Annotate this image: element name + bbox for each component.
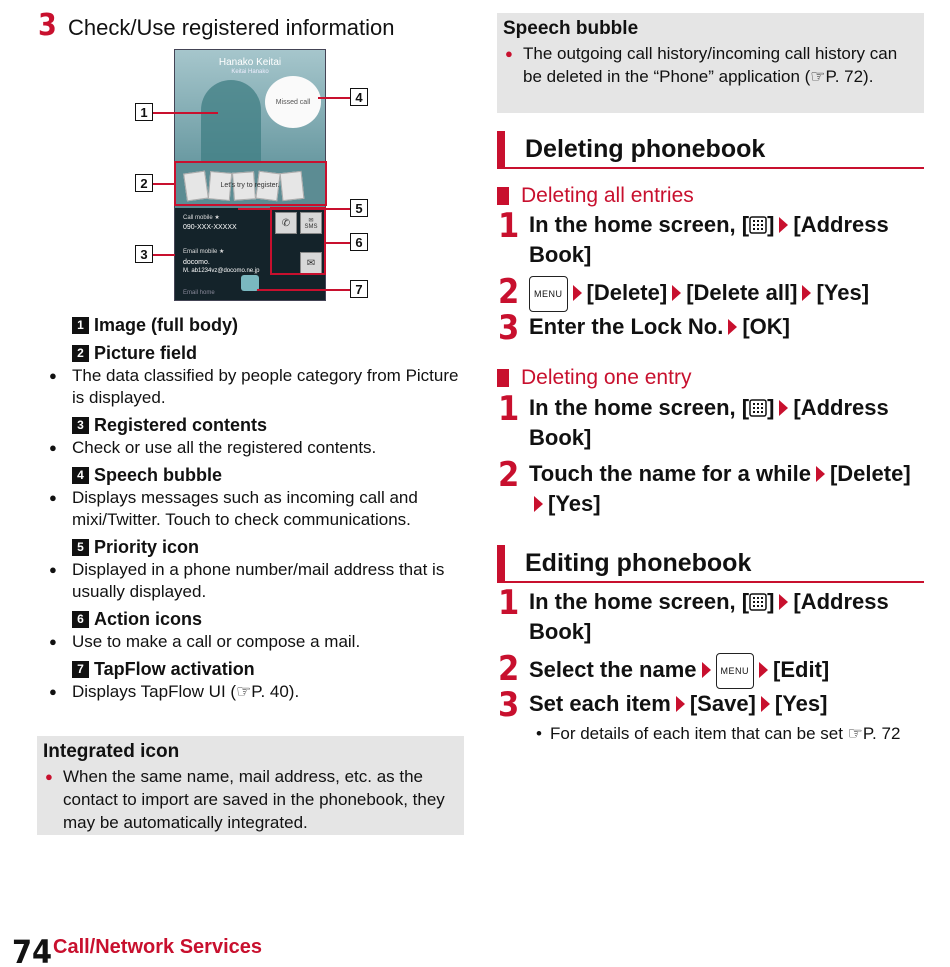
picture-field-highlight (174, 161, 327, 206)
arrow-icon (676, 696, 685, 712)
sms-icon: ✉ SMS (300, 212, 322, 234)
step-text-part: [Delete] (829, 461, 911, 486)
step-number: 2 (498, 272, 520, 312)
desc-body: ● Displayed in a phone number/mail address that is usually displayed. (25, 559, 472, 603)
desc-item-image (72, 313, 472, 337)
step-text-part: [Yes] (816, 280, 870, 305)
step-text-part: Enter the Lock No. (529, 314, 724, 339)
subsection-deleting-one (497, 364, 691, 392)
callout-2: 2 (135, 174, 153, 192)
step-text-part: [Address Book] (529, 589, 889, 644)
arrow-icon (534, 496, 543, 512)
delete-one-step-2 (498, 455, 928, 519)
num-box: 7 (72, 661, 89, 678)
step-text (529, 587, 928, 647)
num-box: 5 (72, 539, 89, 556)
step-text (529, 276, 869, 312)
sms-label: SMS (304, 223, 318, 230)
callout-5: 5 (350, 199, 368, 217)
edit-step-1 (498, 583, 928, 647)
note-body: ● When the same name, mail address, etc. as the contact to import are saved in the phonebook, they may be automatically integrated. (43, 765, 458, 834)
desc-item-action (72, 607, 472, 653)
step-number: 3 (498, 308, 520, 348)
step-text-part: In the home screen, [ (529, 589, 750, 614)
step-text-part: [Address Book] (529, 212, 889, 267)
desc-body: ● The data classified by people category from Picture is displayed. (25, 365, 472, 409)
contact-name: Hanako Keitai (218, 57, 282, 68)
call-label: Call mobile ★ (183, 215, 220, 221)
desc-item-speech-bubble (72, 463, 472, 531)
step-text-part: In the home screen, [ (529, 212, 750, 237)
footer-section-label: Call/Network Services (53, 936, 262, 958)
callout-line-4 (318, 97, 350, 99)
callout-line-3 (153, 254, 175, 256)
menu-key-icon: MENU (716, 653, 755, 689)
arrow-icon (779, 400, 788, 416)
arrow-icon (761, 696, 770, 712)
desc-head (72, 463, 472, 487)
arrow-icon (779, 594, 788, 610)
app-grid-icon (749, 399, 767, 417)
note-title: Speech bubble (503, 18, 639, 39)
step-text-part: [OK] (742, 314, 791, 339)
desc-item-priority (72, 535, 472, 603)
step-text-part: ] (767, 589, 775, 614)
callout-4: 4 (350, 88, 368, 106)
step-text (529, 393, 928, 453)
profile-image-area (175, 50, 325, 162)
call-value: 090-XXX-XXXXX (183, 224, 237, 231)
step-text-part: In the home screen, [ (529, 395, 750, 420)
desc-item-registered (72, 413, 472, 459)
num-box: 4 (72, 467, 89, 484)
step-text-part: [Delete] (586, 280, 668, 305)
callout-line-1 (153, 112, 218, 114)
callout-line-6 (326, 242, 350, 244)
desc-title: Picture field (94, 342, 198, 363)
desc-body: ● Check or use all the registered contents. (25, 437, 472, 459)
step-text (529, 312, 790, 344)
integrated-icon-note (37, 736, 464, 835)
email-label: Email mobile ★ (183, 249, 225, 255)
callout-1: 1 (135, 103, 153, 121)
num-box: 1 (72, 317, 89, 334)
desc-title: Registered contents (94, 414, 268, 435)
phone-icon: ✆ (275, 212, 297, 234)
desc-title: Priority icon (94, 536, 200, 557)
subsection-deleting-all (497, 182, 694, 210)
email-value-2: M. ab1234vz@docomo.ne.jp (183, 268, 260, 274)
arrow-icon (728, 319, 737, 335)
step-text-part: [Yes] (548, 491, 601, 516)
callout-6: 6 (350, 233, 368, 251)
arrow-icon (672, 285, 681, 301)
desc-body: ● Displays messages such as incoming call and mixi/Twitter. Touch to check communications. (25, 487, 472, 531)
desc-head (72, 535, 472, 559)
edit-step-3 (498, 685, 928, 725)
menu-key-icon: MENU (529, 276, 568, 312)
step-text-part: [Delete all] (686, 280, 798, 305)
callout-line-5 (238, 208, 350, 210)
arrow-icon (759, 662, 768, 678)
step-text (529, 459, 928, 519)
step-text (529, 653, 829, 689)
step-text-part: ] (767, 395, 775, 420)
arrow-icon (779, 217, 788, 233)
section-editing-phonebook: Editing phonebook (497, 545, 924, 583)
speech-bubble-note (497, 13, 924, 113)
mail-icon: ✉ (300, 252, 322, 274)
num-box: 2 (72, 345, 89, 362)
desc-head (72, 341, 472, 365)
description-list (72, 313, 472, 707)
step-number: 2 (498, 455, 520, 495)
note-bullet: • (536, 724, 542, 743)
desc-head (72, 607, 472, 631)
step-text (529, 689, 827, 721)
step-text-part: [Yes] (774, 691, 828, 716)
callout-line-7 (257, 289, 350, 291)
app-grid-icon (749, 216, 767, 234)
step-text-part: Touch the name for a while (529, 461, 811, 486)
note-title: Integrated icon (43, 741, 180, 762)
step-number: 1 (498, 583, 520, 623)
arrow-icon (816, 466, 825, 482)
email-value: docomo. (183, 259, 210, 266)
heading-text: Check/Use registered information (68, 15, 395, 40)
delete-one-step-1 (498, 389, 928, 453)
step-text-part: ] (767, 212, 775, 237)
step-text-part: [Save] (689, 691, 756, 716)
note-body: ● The outgoing call history/incoming call history can be deleted in the “Phone” application (☞P. 72). (503, 42, 918, 88)
desc-title: Action icons (94, 608, 203, 629)
delete-all-step-1 (498, 206, 928, 270)
note-text: For details of each item that can be set ☞P. 72 (550, 724, 901, 743)
desc-title: Image (full body) (94, 314, 238, 335)
subsection-title: Deleting all entries (521, 184, 694, 207)
arrow-icon (702, 662, 711, 678)
subsection-title: Deleting one entry (521, 366, 692, 389)
desc-item-tapflow (72, 657, 472, 703)
desc-body: ● Displays TapFlow UI (☞P. 40). (25, 681, 472, 703)
desc-item-picture-field (72, 341, 472, 409)
desc-head (72, 657, 472, 681)
left-heading (38, 8, 394, 43)
desc-title: TapFlow activation (94, 658, 255, 679)
arrow-icon (802, 285, 811, 301)
step-text (529, 210, 928, 270)
contact-name-reading: Keitai Hanako (231, 69, 269, 75)
delete-all-step-3 (498, 308, 928, 348)
delete-all-step-2 (498, 272, 928, 312)
step-number: 2 (498, 649, 520, 689)
section-deleting-phonebook: Deleting phonebook (497, 131, 924, 169)
step-number: 1 (498, 389, 520, 429)
step-number: 3 (498, 685, 520, 725)
picture-field-text: Let's try to register. (220, 182, 280, 189)
edit-details-note (536, 722, 916, 745)
desc-head (72, 413, 472, 437)
callout-line-2 (153, 183, 175, 185)
step-text-part: [Address Book] (529, 395, 889, 450)
desc-body: ● Use to make a call or compose a mail. (25, 631, 472, 653)
desc-title: Speech bubble (94, 464, 223, 485)
app-grid-icon (749, 593, 767, 611)
step-text-part: Select the name (529, 657, 697, 682)
step-number: 3 (38, 8, 57, 43)
action-icons-highlight (270, 207, 326, 275)
num-box: 6 (72, 611, 89, 628)
edit-step-2 (498, 649, 928, 689)
step-text-part: [Edit] (773, 657, 830, 682)
num-box: 3 (72, 417, 89, 434)
speech-bubble: Missed call (265, 76, 321, 128)
callout-7: 7 (350, 280, 368, 298)
step-text-part: Set each item (529, 691, 671, 716)
email-home-label: Email home (183, 290, 215, 296)
page-number: 74 (12, 933, 53, 967)
step-number: 1 (498, 206, 520, 246)
desc-head (72, 313, 472, 337)
callout-3: 3 (135, 245, 153, 263)
arrow-icon (573, 285, 582, 301)
